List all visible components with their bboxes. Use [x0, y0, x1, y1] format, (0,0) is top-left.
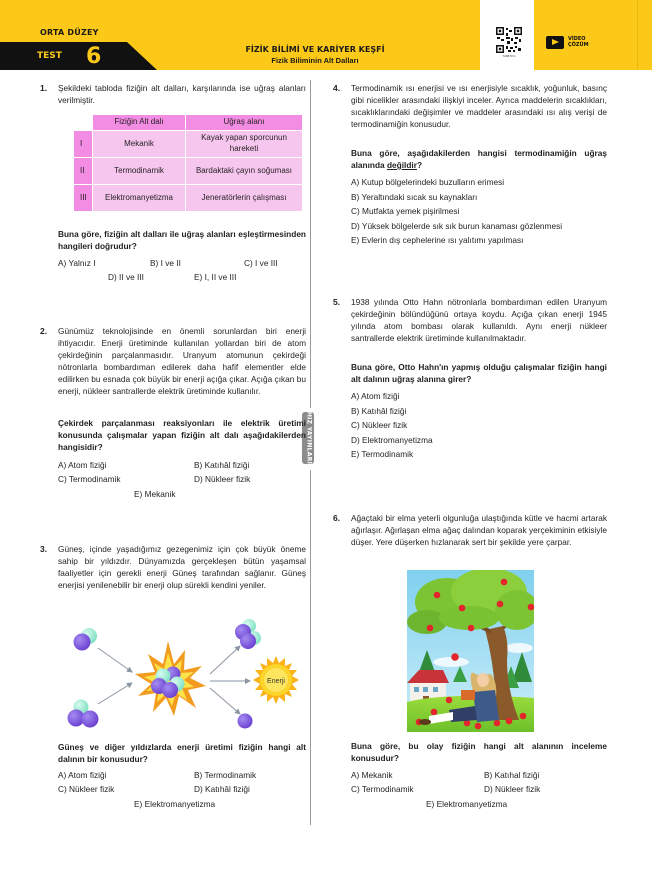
option-e[interactable]: E) Termodinamik — [351, 449, 414, 459]
arrow-in-bottom — [98, 683, 132, 704]
table-corner — [74, 115, 92, 130]
option-b[interactable]: B) Katıhâl fiziği — [351, 405, 407, 416]
answer-options — [351, 176, 607, 251]
question-3-prompt-block — [40, 741, 306, 821]
option-c[interactable]: C) Termodinamik — [58, 474, 121, 484]
option-a[interactable]: A) Atom fiziği — [58, 770, 107, 780]
page-subtitle: Fizik Biliminin Alt Dalları — [271, 56, 359, 65]
question-text: 1938 yılında Otto Hahn nötronlarla bombardıman edilen Uranyum çekirdeğinin bölündüğünü ortaya koydu. Açığa çıkan enerji 1945 yılında atom bombası olarak kullanıldı. Aynı enerji nükleer santrallerde elektrik üretiminde kullanılmaktadır. — [351, 297, 607, 344]
question-6-prompt-block — [333, 740, 619, 825]
row-numeral: III — [74, 185, 92, 211]
video-label: VİDEO — [568, 36, 586, 42]
arrow-out-top — [210, 646, 240, 674]
option-b[interactable]: B) Katıhal fiziği — [484, 770, 540, 780]
prompt-end: ? — [416, 160, 423, 171]
area-cell: Jeneratörlerin çalışması — [186, 185, 302, 211]
option-d[interactable]: D) Nükleer fizik — [484, 784, 541, 794]
answer-options — [58, 769, 306, 814]
branches-table — [73, 114, 303, 212]
difficulty-level: ORTA DÜZEY — [40, 28, 99, 37]
question-number: 1. — [40, 83, 48, 93]
branch-cell: Elektromanyetizma — [93, 185, 185, 211]
option-d[interactable]: D) Katıhâl fiziği — [194, 784, 250, 794]
answer-options — [351, 769, 607, 814]
area-cell: Bardaktaki çayın soğuması — [186, 158, 302, 184]
option-a[interactable]: A) Atom fiziği — [58, 460, 107, 470]
option-e[interactable]: E) Evlerin dış cephelerine ısı yalıtımı yapılması — [351, 235, 524, 245]
tritium-nucleus — [68, 700, 99, 728]
newton-apple-tree-illustration — [407, 570, 534, 732]
question-4 — [333, 82, 619, 252]
arrow-out-bottom — [210, 688, 240, 714]
question-prompt: Güneş ve diğer yıldızlarda enerji üretimi fiziğin hangi alt dalının bir konusudur? — [58, 742, 306, 765]
row-numeral: I — [74, 131, 92, 157]
table-header: Uğraş alanı — [186, 115, 302, 130]
question-2 — [40, 325, 306, 505]
table-row — [74, 185, 302, 211]
prompt-text: Buna göre, aşağıdakilerden hangisi termodinamiğin uğraş alanında — [351, 148, 607, 171]
question-prompt: Buna göre, fiziğin alt dalları ile uğraş alanları eşleştirmesinden hangileri doğrudur? — [58, 229, 306, 252]
row-numeral: II — [74, 158, 92, 184]
option-b[interactable]: B) I ve II — [150, 258, 181, 268]
test-number: 6 — [86, 44, 102, 69]
question-number: 2. — [40, 326, 48, 336]
question-prompt: Buna göre, bu olay fiziğin hangi alt alanının inceleme konusudur? — [351, 741, 607, 764]
option-a[interactable]: A) Atom fiziği — [351, 391, 400, 401]
option-a[interactable]: A) Mekanik — [351, 770, 393, 780]
arrow-in-top — [98, 648, 132, 672]
page-title: FİZİK BİLİMİ VE KARİYER KEŞFİ — [245, 45, 385, 54]
question-text: Ağaçtaki bir elma yeterli olgunluğa ulaştığında kütle ve hacmi artarak ağırlaşır. Ağırlaşan elma ağaç dalından koparak yerçekiminin etkisiyle düşer. Yere düşerken hızlanarak sert bir şekilde yere çarpar. — [351, 513, 607, 548]
energy-label: Enerji — [267, 678, 285, 685]
question-prompt — [351, 147, 607, 171]
column-divider — [310, 80, 311, 408]
table-row — [74, 158, 302, 184]
option-d[interactable]: D) Nükleer fizik — [194, 474, 251, 484]
option-a[interactable]: A) Kutup bölgelerindeki buzulların erimesi — [351, 177, 505, 187]
question-5 — [333, 296, 619, 471]
question-prompt: Çekirdek parçalanması reaksiyonları ile elektrik üretimi konusunda çalışmalar yapan fiziğin alt dalı aşağıdakilerden hangisidir? — [58, 418, 306, 453]
qr-box — [480, 0, 534, 70]
solution-label: ÇÖZÜM — [568, 42, 589, 48]
column-divider — [310, 470, 311, 825]
question-number: 3. — [40, 544, 48, 554]
question-text: Şekildeki tabloda fiziğin alt dalları, karşılarında ise uğraş alanları verilmiştir. — [58, 83, 306, 106]
fusion-diagram — [60, 608, 310, 738]
play-icon — [546, 36, 564, 49]
option-b[interactable]: B) Katıhâl fiziği — [194, 460, 250, 470]
option-e[interactable]: E) Elektromanyetizma — [426, 799, 508, 809]
question-text: Güneş, içinde yaşadığımız gezegenimiz için çok büyük öneme sahip bir yıldızdır. Dünyamızda gerçekleşen bütün yaşamsal faaliyetler için gerekli enerji Güneş tarafından sağlanır. Güneş enerjisi yenilenebilir bir enerji olup sürekli kendini yeniler. — [58, 544, 306, 591]
publisher-brand-text: HIZ YAYINLARI — [305, 411, 313, 465]
question-text: Günümüz teknolojisinde en önemli sorunlardan biri enerji ihtiyacıdır. Enerji üretiminde kullanılan yollardan biri de atom çekirdeğinin parçalanmasıdır. Uranyum atomunun çekirdeği nötronlarla bombardıman edilerek daha hafif elementler elde edilirken bu esnada çok büyük bir enerji açığa çıkar. Açığa çıkan bu enerji, nükleer santrallerde elektrik üretiminde kullanılır. — [58, 326, 306, 397]
option-d[interactable]: D) Yüksek bölgelerde sık sık burun kanaması gözlenmesi — [351, 220, 563, 231]
answer-options — [58, 257, 306, 287]
option-c[interactable]: C) Termodinamik — [351, 784, 414, 794]
branch-cell: Mekanik — [93, 131, 185, 157]
option-e[interactable]: E) Elektromanyetizma — [134, 799, 216, 809]
deuterium-nucleus — [74, 628, 98, 651]
option-d[interactable]: D) II ve III — [108, 272, 144, 282]
video-solution-button[interactable] — [546, 36, 606, 56]
question-number: 4. — [333, 83, 341, 93]
option-c[interactable]: C) Mutfakta yemek pişirilmesi — [351, 206, 460, 216]
test-label: TEST — [37, 51, 62, 61]
option-e[interactable]: E) I, II ve III — [194, 272, 237, 282]
helium-nucleus — [235, 619, 261, 649]
option-d[interactable]: D) Elektromanyetizma — [351, 434, 433, 445]
option-c[interactable]: C) Nükleer fizik — [58, 784, 115, 794]
option-e[interactable]: E) Mekanik — [134, 489, 176, 499]
option-c[interactable]: C) Nükleer fizik — [351, 420, 408, 430]
option-b[interactable]: B) Termodinamik — [194, 770, 257, 780]
table-header: Fiziğin Alt dalı — [93, 115, 185, 130]
option-a[interactable]: A) Yalnız I — [58, 258, 96, 268]
branch-cell: Termodinamik — [93, 158, 185, 184]
table-row — [74, 131, 302, 157]
question-text: Termodinamik ısı enerjisi ve ısı enerjisiyle sıcaklık, yoğunluk, basınç gibi nicelikler arasındaki ilişkiyi inceler. Ayrıca maddelerin sıcaklıkları, sıcaklıklarındaki değişimler ve maddeler arasındaki ısı alış verişi de termodinamiğin konusudur. — [351, 83, 607, 130]
question-number: 6. — [333, 513, 341, 523]
neutron — [238, 714, 253, 729]
qr-code-label: 7208 8 IC — [502, 54, 516, 58]
question-number: 5. — [333, 297, 341, 307]
prompt-emphasis: değildir — [386, 160, 417, 171]
option-b[interactable]: B) Yeraltındaki sıcak su kaynakları — [351, 191, 478, 202]
qr-code-icon[interactable] — [496, 27, 522, 53]
question-prompt: Buna göre, Otto Hahn'ın yapmış olduğu çalışmalar fiziğin hangi alt dalının uğraş alanına girer? — [351, 362, 607, 385]
area-cell: Kayak yapan sporcunun hareketi — [186, 131, 302, 157]
header-edge-line — [637, 0, 638, 70]
question-6 — [333, 512, 619, 572]
answer-options — [58, 459, 306, 504]
answer-options — [351, 390, 607, 465]
test-bar — [0, 42, 157, 70]
page-header — [0, 0, 652, 70]
option-c[interactable]: C) I ve III — [244, 258, 278, 268]
